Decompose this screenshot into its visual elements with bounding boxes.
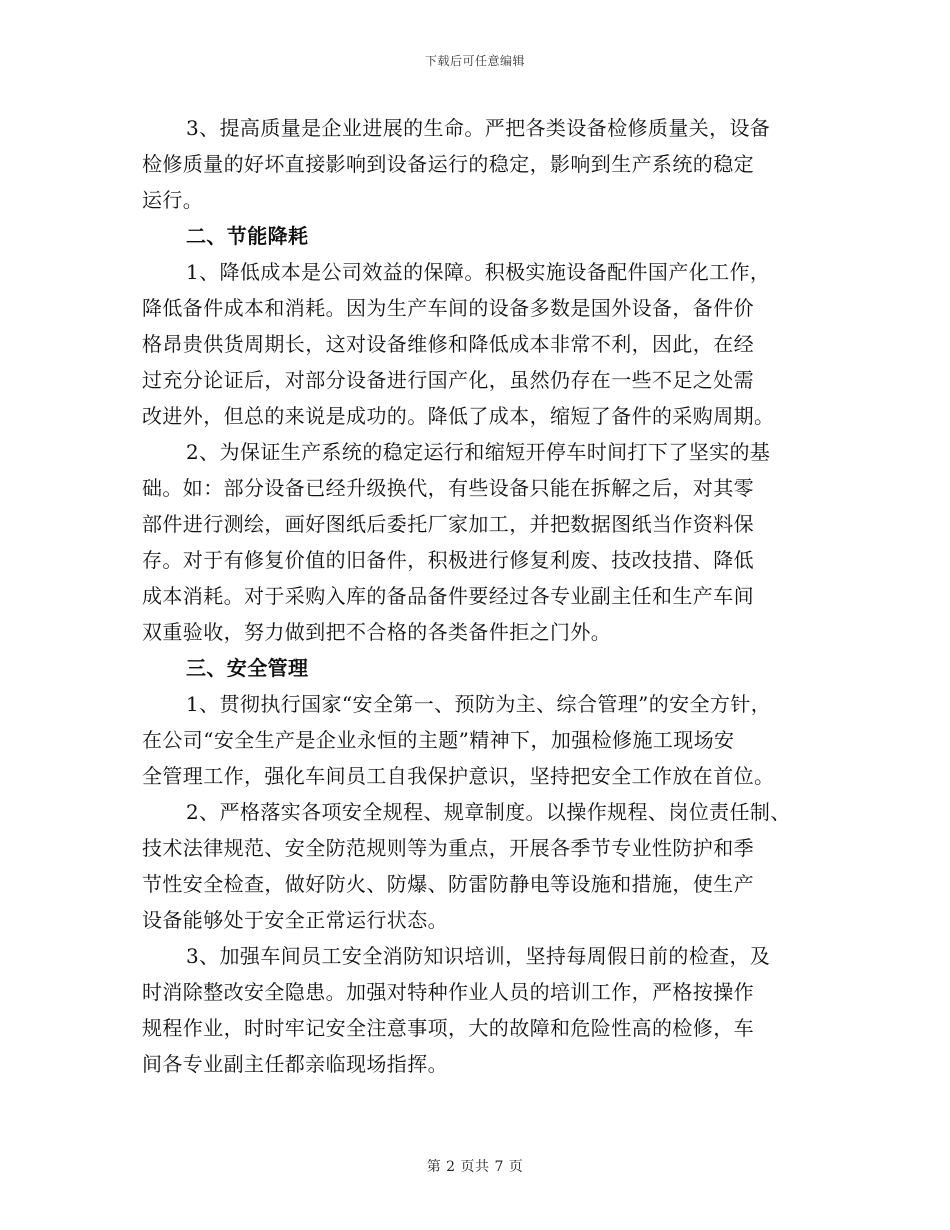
paragraph-line: 3、加强车间员工安全消防知识培训，坚持每周假日前的检查，及	[186, 944, 771, 968]
paragraph-line: 3、提高质量是企业进展的生命。严把各类设备检修质量关，设备	[186, 116, 771, 140]
page-header: 下载后可任意编辑	[424, 54, 525, 68]
paragraph-line: 时消除整改安全隐患。加强对特种作业人员的培训工作，严格按操作	[142, 980, 754, 1004]
paragraph-line: 运行。	[142, 188, 204, 212]
paragraph	[142, 434, 810, 650]
paragraph-line: 1、贯彻执行国家“安全第一、预防为主、综合管理”的安全方针，	[186, 692, 772, 716]
paragraph-line: 双重验收，努力做到把不合格的各类备件拒之门外。	[142, 620, 612, 644]
paragraph-line: 规程作业，时时牢记安全注意事项，大的故障和危险性高的检修，车	[142, 1016, 754, 1040]
page-number: 第 2 页共 7 页	[426, 1159, 524, 1175]
paragraph-line: 改进外，但总的来说是成功的。降低了成本，缩短了备件的采购周期。	[142, 404, 775, 428]
paragraph-line: 检修质量的好坏直接影响到设备运行的稳定，影响到生产系统的稳定	[142, 152, 754, 176]
paragraph	[142, 686, 810, 794]
paragraph-line: 全管理工作，强化车间员工自我保护意识，坚持把安全工作放在首位。	[142, 764, 775, 788]
paragraph-line: 2、严格落实各项安全规程、规章制度。以操作规程、岗位责任制、	[186, 800, 791, 824]
document-body	[142, 110, 810, 1082]
paragraph-line: 1、降低成本是公司效益的保障。积极实施设备配件国产化工作，	[186, 260, 771, 284]
paragraph-line: 降低备件成本和消耗。因为生产车间的设备多数是国外设备，备件价	[142, 296, 754, 320]
paragraph-line: 间各专业副主任都亲临现场指挥。	[142, 1052, 448, 1076]
paragraph-line: 设备能够处于安全正常运行状态。	[142, 908, 448, 932]
heading-text: 二、节能降耗	[186, 224, 309, 248]
paragraph-line: 部件进行测绘，画好图纸后委托厂家加工，并把数据图纸当作资料保	[142, 512, 754, 536]
paragraph-line: 存。对于有修复价值的旧备件，积极进行修复利废、技改技措、降低	[142, 548, 754, 572]
section-heading	[142, 650, 810, 686]
paragraph-line: 过充分论证后，对部分设备进行国产化，虽然仍存在一些不足之处需	[142, 368, 754, 392]
paragraph-line: 节性安全检查，做好防火、防爆、防雷防静电等设施和措施，使生产	[142, 872, 754, 896]
paragraph-line: 成本消耗。对于采购入库的备品备件要经过各专业副主任和生产车间	[142, 584, 754, 608]
paragraph	[142, 794, 810, 938]
paragraph-line: 2、为保证生产系统的稳定运行和缩短开停车时间打下了坚实的基	[186, 440, 771, 464]
paragraph-line: 础。如：部分设备已经升级换代，有些设备只能在拆解之后，对其零	[142, 476, 754, 500]
paragraph	[142, 254, 810, 434]
paragraph-line: 格昂贵供货周期长，这对设备维修和降低成本非常不利，因此，在经	[142, 332, 754, 356]
paragraph	[142, 938, 810, 1082]
paragraph-line: 在公司“安全生产是企业永恒的主题”精神下，加强检修施工现场安	[142, 728, 735, 752]
section-heading	[142, 218, 810, 254]
heading-text: 三、安全管理	[186, 656, 309, 680]
paragraph	[142, 110, 810, 218]
paragraph-line: 技术法律规范、安全防范规则等为重点，开展各季节专业性防护和季	[142, 836, 754, 860]
